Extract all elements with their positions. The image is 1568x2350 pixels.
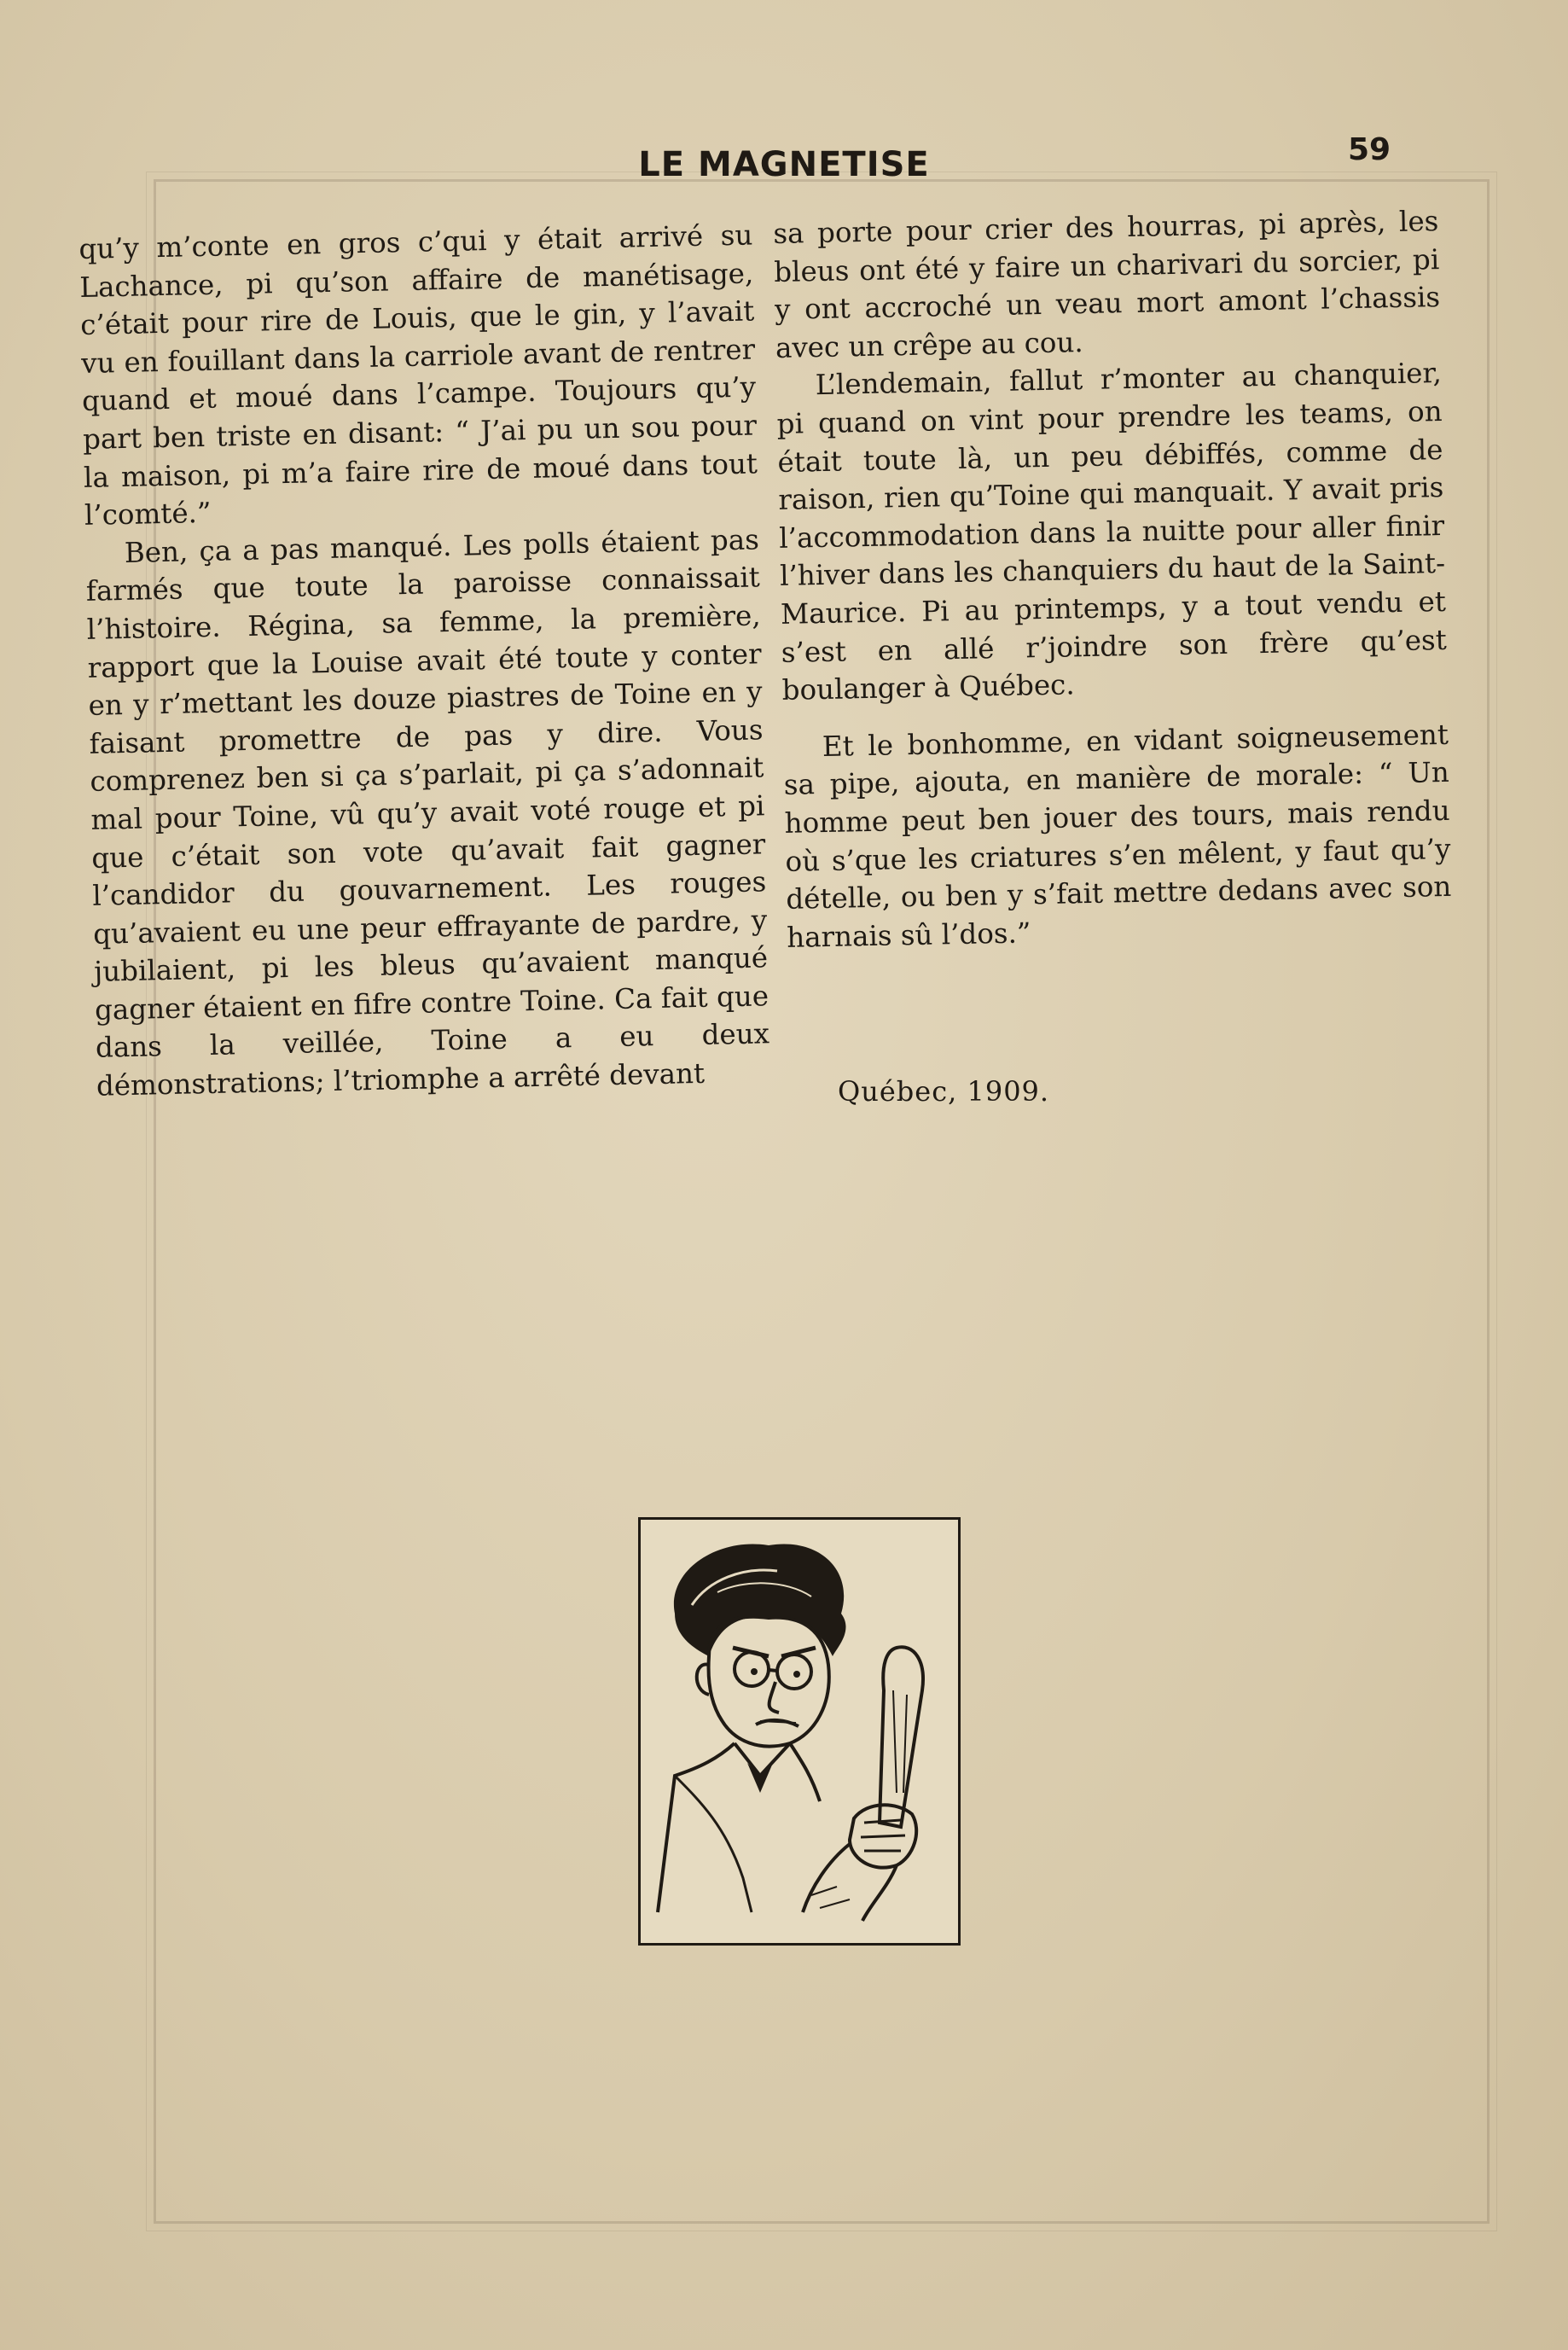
left-column [78, 216, 770, 1105]
left-paragraph-2: Ben, ça a pas manqué. Les polls étaient pas farmés que toute la paroisse connaissait l’histoire. Régina, sa femme, la première, rapport que la Louise avait été toute y conter en y r’mettant les douze piastres de Toine en y faisant promettre de pas y dire. Vous comprenez ben si ça s’parlait, pi ça s’adonnait mal pour Toine, vû qu’y avait voté rouge et pi que c’était son vote qu’avait fait gagner l’candidor du gouvarnement. Les rouges qu’avaient eu une peur effrayante de pardre, y jubilaient, pi les bleus qu’avaient manqué gagner étaient en fifre contre Toine. Ca fait que dans la veillée, Toine a eu deux démonstrations; l’triomphe a arrêté devant [85, 523, 770, 1102]
left-paragraph-1: qu’y m’conte en gros c’qui y était arrivé su Lachance, pi qu’son affaire de manétisage, c’était pour rire de Louis, que le gin, y l’avait vu en fouillant dans la carriole avant de rentrer quand et moué dans l’campe. Toujours qu’y part ben triste en disant: “ J’ai pu un sou pour la maison, pi m’a faire rire de moué dans tout l’comté.” [78, 218, 758, 532]
right-paragraph-3: Et le bonhomme, en vidant soigneusement sa pipe, ajouta, en manière de morale: “ Un homme peut ben jouer des tours, mais rendu où s’que les criatures s’en mêlent, y faut qu’y dételle, ou ben y s’fait mettre dedans avec son harnais sû l’dos.” [783, 718, 1452, 954]
page-number: 59 [1348, 132, 1391, 167]
running-title: LE MAGNETISE [638, 145, 930, 184]
caricature-illustration [638, 1517, 961, 1946]
right-paragraph-1: sa porte pour crier des hourras, pi après, les bleus ont été y faire un charivari du sorcier, pi y ont accroché un veau mort amont l’chassis avec un crêpe au cou. [773, 205, 1441, 364]
caricature-man-with-club-icon [641, 1520, 958, 1943]
signoff-place-date: Québec, 1909. [838, 1075, 1050, 1108]
right-column [773, 202, 1453, 957]
right-paragraph-2: L’lendemain, fallut r’monter au chanquier, pi quand on vint pour prendre les teams, on était toute là, un peu débiffés, comme de raison, rien qu’Toine qui manquait. Y avait pris l’accommodation dans la nuitte pour aller finir l’hiver dans les chanquiers du haut de la Saint-Maurice. Pi au printemps, y a tout vendu et s’est en allé r’joindre son frère qu’est boulanger à Québec. [776, 357, 1448, 707]
